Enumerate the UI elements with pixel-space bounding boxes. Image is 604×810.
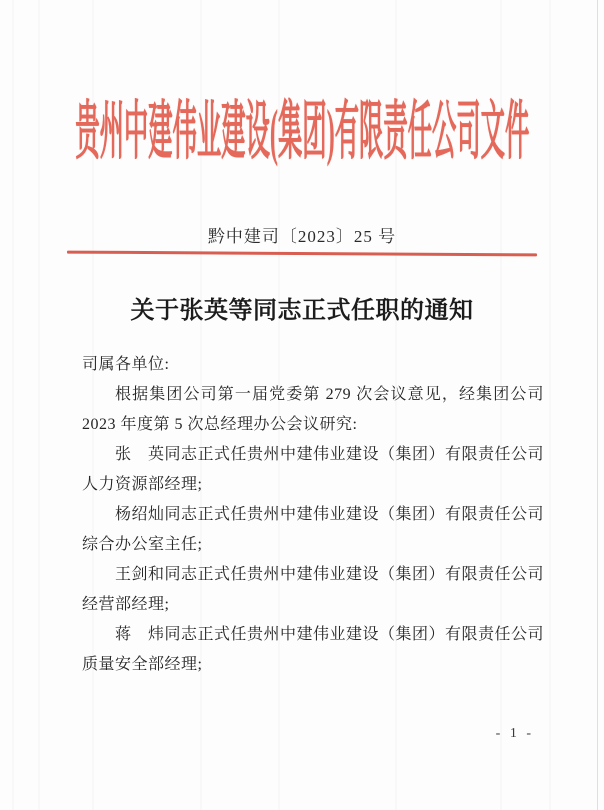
body-line: 张 英同志正式任贵州中建伟业建设（集团）有限责任公司 xyxy=(115,446,544,463)
page-number: - 1 - xyxy=(495,726,534,741)
document-title: 关于张英等同志正式任职的通知 xyxy=(130,298,474,324)
document-body xyxy=(82,350,544,680)
letterhead xyxy=(0,96,604,167)
body-line: 王剑和同志正式任贵州中建伟业建设（集团）有限责任公司 xyxy=(115,566,544,583)
letterhead-title: 贵州中建伟业建设(集团)有限责任公司文件 xyxy=(75,96,529,167)
red-separator-rule xyxy=(67,251,537,257)
body-line: 根据集团公司第一届党委第 279 次会议意见，经集团公司 xyxy=(115,386,544,403)
body-line: 综合办公室主任; xyxy=(82,536,203,553)
document-number: 黔中建司〔2023〕25 号 xyxy=(207,227,397,246)
body-line-salutation: 司属各单位: xyxy=(82,356,170,373)
body-line: 杨绍灿同志正式任贵州中建伟业建设（集团）有限责任公司 xyxy=(115,506,544,523)
body-line: 质量安全部经理; xyxy=(82,656,203,673)
body-line: 蒋 炜同志正式任贵州中建伟业建设（集团）有限责任公司 xyxy=(115,626,544,643)
body-line: 2023 年度第 5 次总经理办公会议研究: xyxy=(82,416,358,433)
body-line: 经营部经理; xyxy=(82,596,170,613)
body-line: 人力资源部经理; xyxy=(82,476,203,493)
